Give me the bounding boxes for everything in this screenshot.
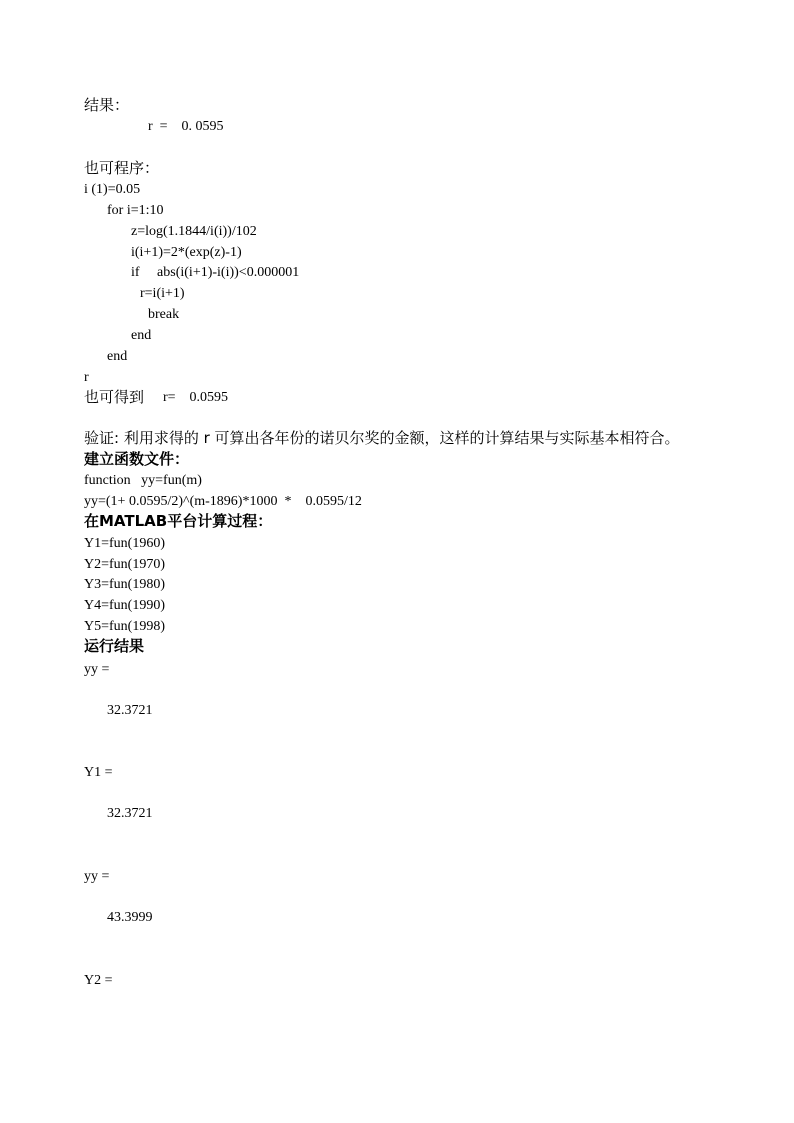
matlab-heading: 在MATLAB平台计算过程： — [84, 512, 273, 530]
function-code-line: yy=(1+ 0.0595/2)^(m-1896)*1000 * 0.0595/12 — [84, 494, 362, 509]
code-line: if abs(i(i+1)-i(i))<0.000001 — [131, 265, 300, 280]
result-value: r = 0. 0595 — [148, 119, 224, 134]
code-line: end — [107, 349, 128, 364]
run-heading: 运行结果 — [84, 637, 145, 655]
code-line: r — [84, 370, 89, 385]
function-code-line: function yy=fun(m) — [84, 473, 202, 488]
call-line: Y2=fun(1970) — [84, 557, 165, 572]
result-label: 结果： — [84, 96, 130, 114]
code-line: i (1)=0.05 — [84, 182, 141, 197]
code-line: i(i+1)=2*(exp(z)-1) — [131, 245, 242, 260]
output-value: 43.3999 — [107, 910, 153, 925]
function-file-heading: 建立函数文件： — [84, 450, 190, 468]
obtain-label: 也可得到 — [84, 388, 145, 406]
output-name: Y2 = — [84, 973, 113, 988]
obtain-value: r= 0.0595 — [163, 390, 229, 405]
code-line: z=log(1.1844/i(i))/102 — [131, 224, 257, 239]
alt-program-label: 也可程序： — [84, 159, 160, 177]
output-name: yy = — [84, 869, 110, 884]
code-line: break — [148, 307, 180, 322]
call-line: Y3=fun(1980) — [84, 577, 165, 592]
code-line: r=i(i+1) — [140, 286, 185, 301]
code-line: for i=1:10 — [107, 203, 164, 218]
output-value: 32.3721 — [107, 806, 153, 821]
verify-text: 验证: 利用求得的 r 可算出各年份的诺贝尔奖的金额，这样的计算结果与实际基本相符合。 — [84, 429, 680, 447]
output-value: 32.3721 — [107, 703, 153, 718]
code-line: end — [131, 328, 152, 343]
output-name: yy = — [84, 662, 110, 677]
output-name: Y1 = — [84, 765, 113, 780]
call-line: Y1=fun(1960) — [84, 536, 165, 551]
call-line: Y4=fun(1990) — [84, 598, 165, 613]
call-line: Y5=fun(1998) — [84, 619, 165, 634]
